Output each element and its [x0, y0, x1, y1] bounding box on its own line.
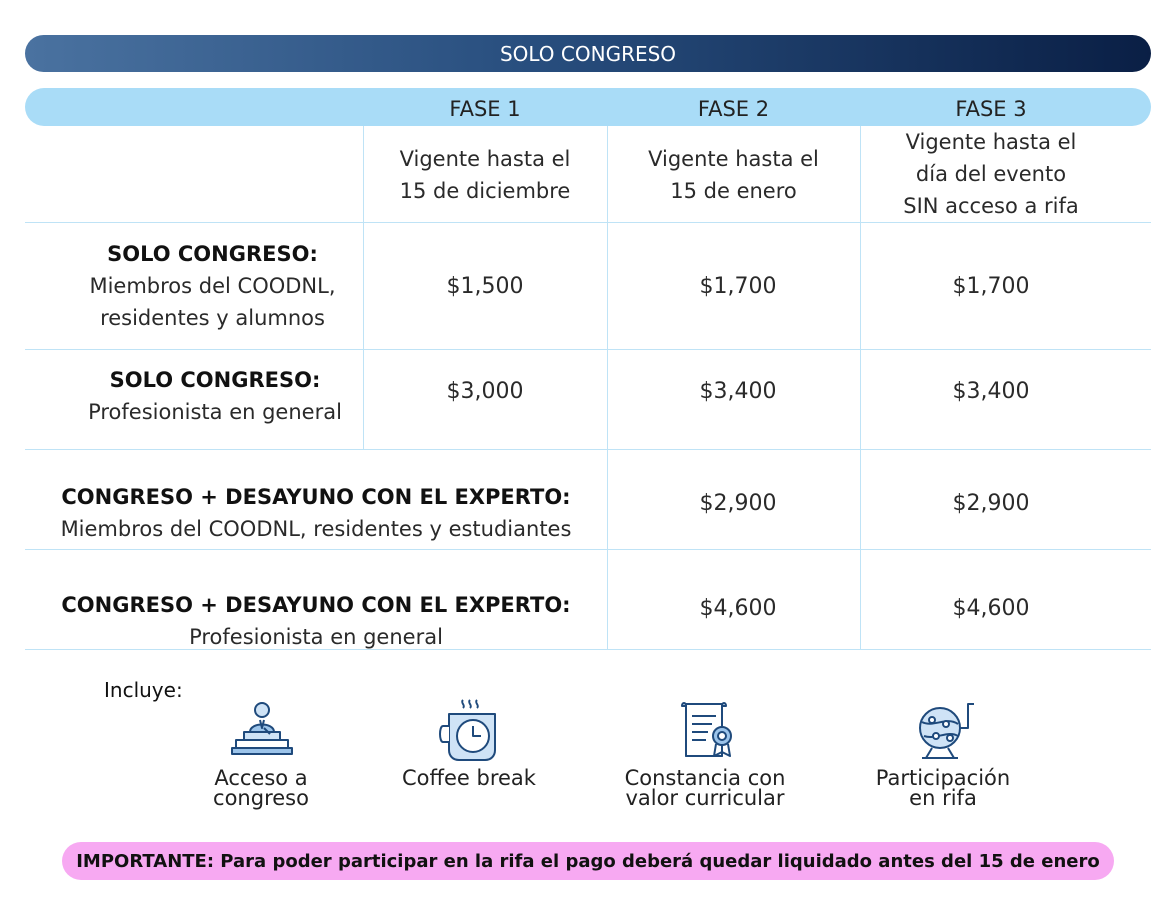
- row-4-label: CONGRESO + DESAYUNO CON EL EXPERTO: Profesionista en general: [61, 592, 571, 649]
- row-1-price-phase-2: $1,700: [699, 274, 777, 299]
- row-1-price-phase-3: $1,700: [952, 274, 1030, 299]
- important-notice: [62, 842, 1114, 880]
- row-4-price-phase-3: $4,600: [952, 596, 1030, 621]
- phase-3-validity: Vigente hasta el día del evento SIN acceso a rifa: [903, 130, 1079, 218]
- phase-2-header: FASE 2: [697, 97, 770, 121]
- phase-1-header: FASE 1: [449, 97, 521, 121]
- important-notice-text: IMPORTANTE: Para poder participar en la rifa el pago deberá quedar liquidado antes del 15 de enero: [76, 850, 1100, 872]
- row-4-price-phase-2: $4,600: [699, 596, 777, 621]
- coffee-cup-clock-icon: [437, 698, 501, 762]
- row-3-price-phase-2: $2,900: [699, 491, 777, 516]
- certificate-icon: [676, 698, 740, 762]
- phase-1-validity: Vigente hasta el 15 de diciembre: [399, 147, 571, 203]
- speaker-podium-icon: [230, 698, 294, 762]
- title-banner: [25, 35, 1151, 72]
- include-certificate-caption: Constancia con valor curricular: [624, 766, 786, 810]
- phase-3-header: FASE 3: [955, 97, 1027, 121]
- row-1-label: SOLO CONGRESO: Miembros del COODNL, residentes y alumnos: [89, 241, 336, 330]
- banner-title: SOLO CONGRESO: [499, 41, 677, 66]
- includes-label: Incluye:: [104, 678, 183, 702]
- row-1-price-phase-1: $1,500: [446, 274, 524, 299]
- row-3-label: CONGRESO + DESAYUNO CON EL EXPERTO: Miembros del COODNL, residentes y estudiantes: [60, 484, 572, 541]
- row-3-price-phase-3: $2,900: [952, 491, 1030, 516]
- include-raffle-caption: Participación en rifa: [875, 766, 1011, 810]
- row-2-label: SOLO CONGRESO: Profesionista en general: [88, 368, 342, 424]
- include-congress-access-caption: Acceso a congreso: [213, 766, 309, 810]
- raffle-drum-icon: [912, 698, 976, 762]
- row-2-price-phase-2: $3,400: [699, 379, 777, 404]
- include-coffee-break-caption: Coffee break: [402, 766, 536, 790]
- row-2-price-phase-3: $3,400: [952, 379, 1030, 404]
- row-2-price-phase-1: $3,000: [446, 379, 524, 404]
- phase-2-validity: Vigente hasta el 15 de enero: [648, 147, 819, 203]
